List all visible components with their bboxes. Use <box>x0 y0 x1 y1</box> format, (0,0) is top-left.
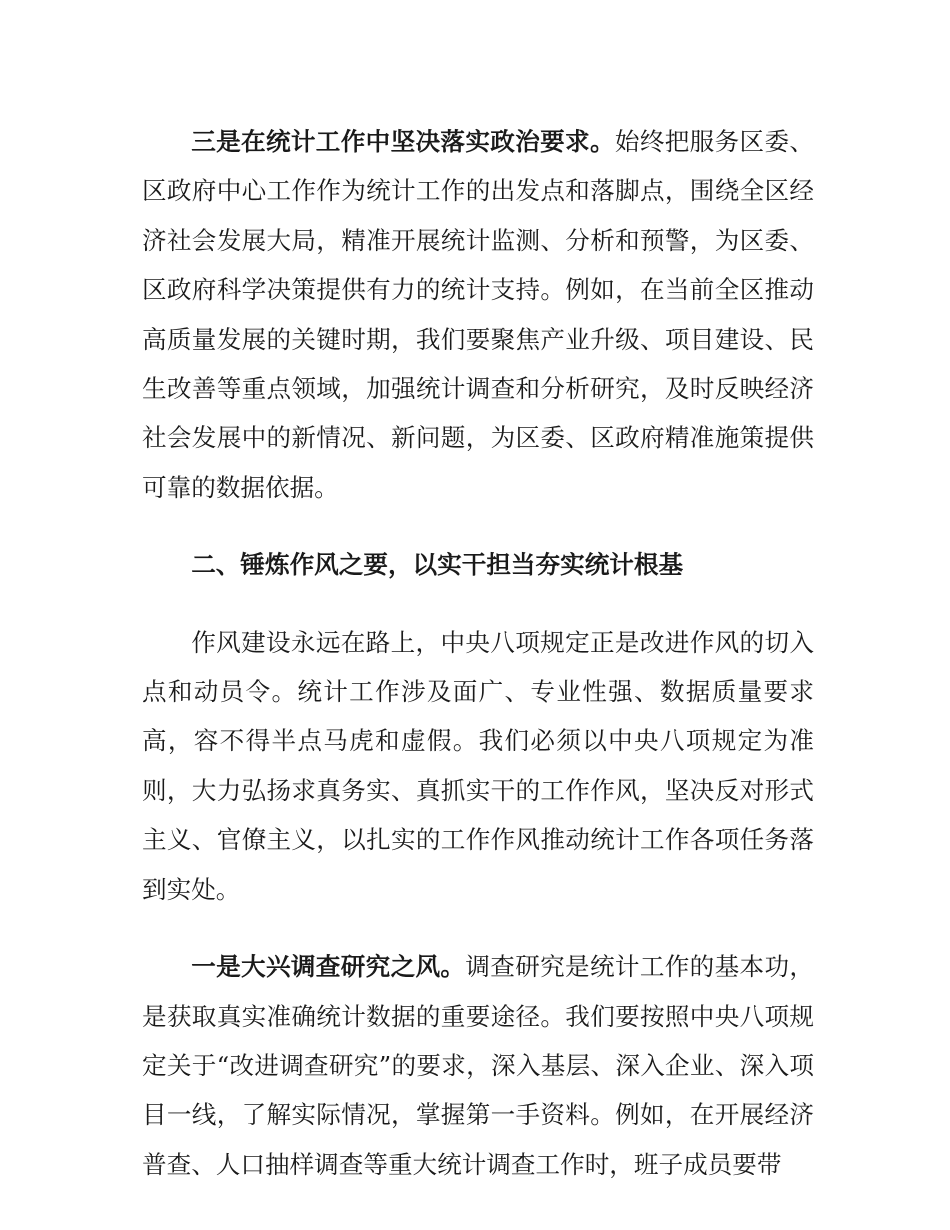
paragraph-spacer <box>142 590 814 618</box>
section-heading: 二、锤炼作风之要，以实干担当夯实统计根基 <box>191 550 684 580</box>
paragraph-body: 始终把服务区委、区政府中心工作作为统计工作的出发点和落脚点，围绕全区经济社会发展大局，精准开展统计监测、分析和预警，为区委、区政府科学决策提供有力的统计支持。例如，在当前全区推动高质量发展的关键时期，我们要聚焦产业升级、项目建设、民生改善等重点领域，加强统计调查和分析研究，及时反映经济社会发展中的新情况、新问题，为区委、区政府精准施策提供可靠的数据依据。 <box>142 127 814 502</box>
paragraph-lead: 三是在统计工作中坚决落实政治要求。 <box>191 127 615 156</box>
paragraph-investigation-research <box>142 942 814 1189</box>
paragraph-work-style: 作风建设永远在路上，中央八项规定正是改进作风的切入点和动员令。统计工作涉及面广、专业性强、数据质量要求高，容不得半点马虎和虚假。我们必须以中央八项规定为准则，大力弘扬求真务实、真抓实干的工作作风，坚决反对形式主义、官僚主义，以扎实的工作作风推动统计工作各项任务落到实处。 <box>142 627 814 904</box>
paragraph-body: 调查研究是统计工作的基本功，是获取真实准确统计数据的重要途径。我们要按照中央八项规定关于“改进调查研究”的要求，深入基层、深入企业、深入项目一线，了解实际情况，掌握第一手资料。例如，在开展经济普查、人口抽样调查等重大统计调查工作时，班子成员要带 <box>142 952 814 1179</box>
paragraph-political-requirements <box>142 117 814 512</box>
paragraph-spacer <box>142 512 814 540</box>
document-body <box>142 117 814 1189</box>
paragraph-spacer <box>142 914 814 942</box>
paragraph-lead: 一是大兴调查研究之风。 <box>191 952 466 982</box>
